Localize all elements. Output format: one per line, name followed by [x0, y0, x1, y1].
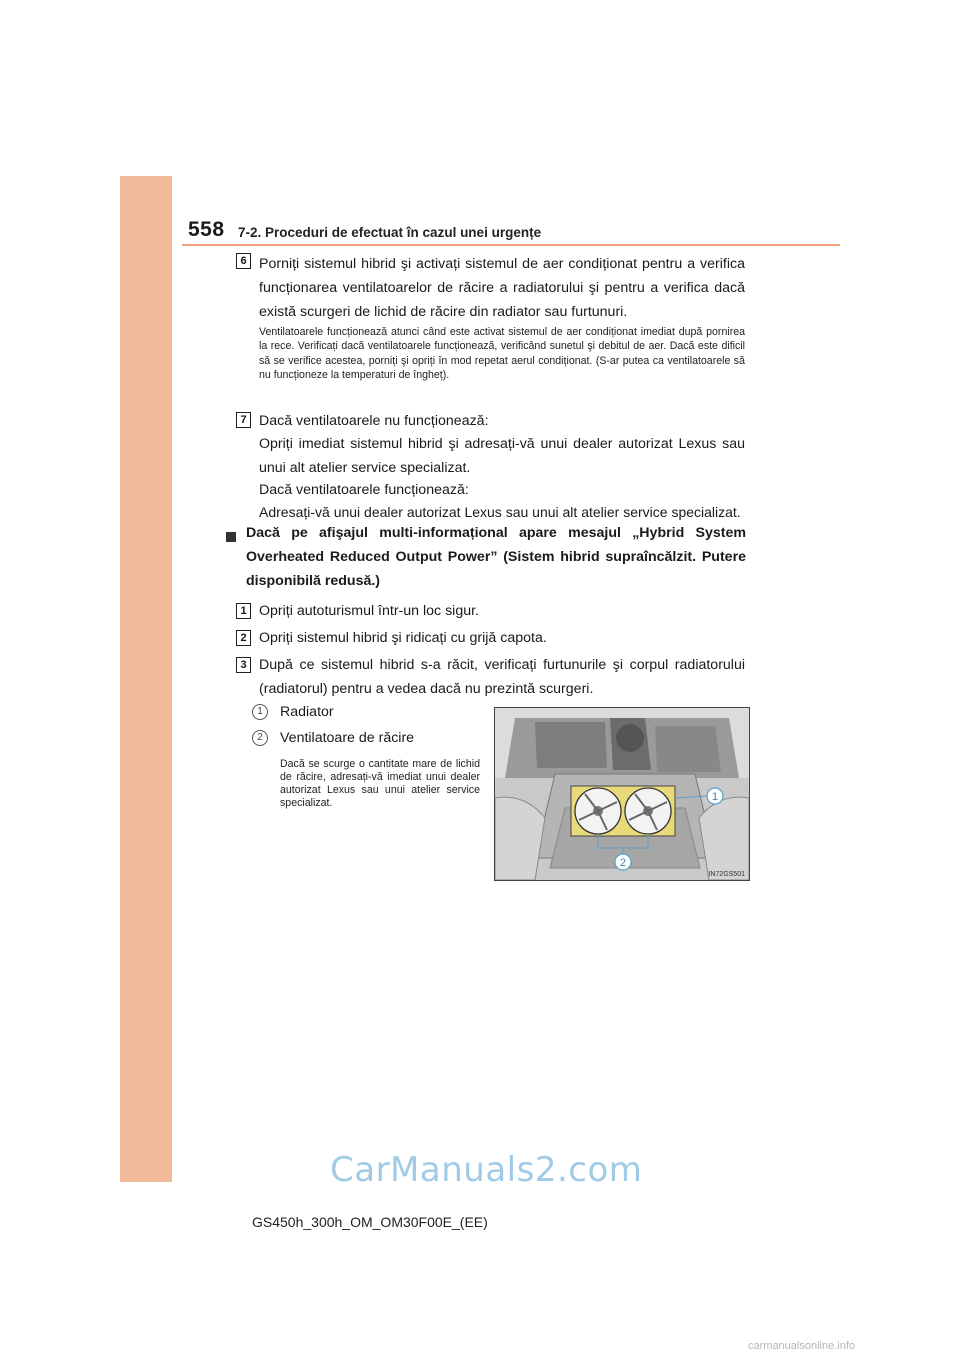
step-7-line2: Opriți imediat sistemul hibrid şi adresați-vă unui dealer autorizat Lexus sau unui alt atelier service specializat. — [259, 436, 745, 476]
step-number-2: 2 — [236, 630, 251, 646]
step-7-line4: Adresați-vă unui dealer autorizat Lexus sau unui alt atelier service specializat. — [259, 504, 741, 520]
page-number: 558 — [188, 218, 225, 241]
bullet-square — [226, 532, 236, 542]
footer-document-code: GS450h_300h_OM_OM30F00E_(EE) — [252, 1214, 488, 1230]
figure-callout-2: 2 — [619, 857, 627, 869]
radiator-illustration — [495, 708, 749, 880]
step-number-7: 7 — [236, 412, 251, 428]
engine-bay-figure — [494, 707, 750, 881]
step-number-1: 1 — [236, 603, 251, 619]
header-divider — [182, 244, 840, 246]
step-3-text: După ce sistemul hibrid s-a răcit, verificați furtunurile şi corpul radiatorului (radiatorul) pentru a vedea dacă nu prezintă scurgeri. — [259, 657, 745, 697]
step-6-note: Ventilatoarele funcționează atunci când este activat sistemul de aer condiționat imediat după pornirea la rece. Verificați dacă ventilatoarele funcționează, verificând sunetul şi debitul de aer. Dacă este dificil să se verifice acestea, porniți şi opriți în mod repetat aerul condiționat. (S-ar putea ca ventilatoarele să nu funcționeze la temperaturi de îngheț). — [259, 326, 745, 381]
legend-callout-1: 1 — [252, 704, 268, 720]
watermark-bottom: carmanualsonline.info — [748, 1340, 856, 1352]
watermark-carmanuals: CarManuals2.com — [330, 1150, 643, 1190]
legend-callout-2: 2 — [252, 730, 268, 746]
step-number-6: 6 — [236, 253, 251, 269]
section-title: 7-2. Proceduri de efectuat în cazul unei urgențe — [238, 225, 542, 240]
legend-label-2: Ventilatoare de răcire — [280, 730, 415, 746]
step-1-text: Opriți autoturismul într-un loc sigur. — [259, 603, 479, 619]
step-7-line1: Dacă ventilatoarele nu funcționează: — [259, 413, 489, 429]
subsection-heading: Dacă pe afişajul multi-informațional apare mesajul „Hybrid System Overheated Reduced Output Power” (Sistem hibrid supraîncălzit. Putere disponibilă redusă.) — [246, 525, 746, 589]
chapter-sidebar-tab — [120, 176, 172, 1182]
step-number-3: 3 — [236, 657, 251, 673]
step-2-text: Opriți sistemul hibrid şi ridicați cu grijă capota. — [259, 630, 547, 646]
step-7-line3: Dacă ventilatoarele funcționează: — [259, 482, 469, 498]
figure-code: IN72GS501 — [708, 871, 745, 878]
legend-label-1: Radiator — [280, 704, 334, 720]
legend-note: Dacă se scurge o cantitate mare de lichid de răcire, adresați-vă imediat unui dealer autorizat Lexus sau unui atelier service specializat. — [280, 758, 480, 809]
figure-callout-1: 1 — [711, 791, 719, 803]
step-6-text: Porniți sistemul hibrid şi activați sistemul de aer condiționat pentru a verifica funcționarea ventilatoarelor de răcire a radiatorului şi pentru a verifica dacă există scurgeri de lichid de răcire din radiator sau furtunuri. — [259, 256, 745, 320]
